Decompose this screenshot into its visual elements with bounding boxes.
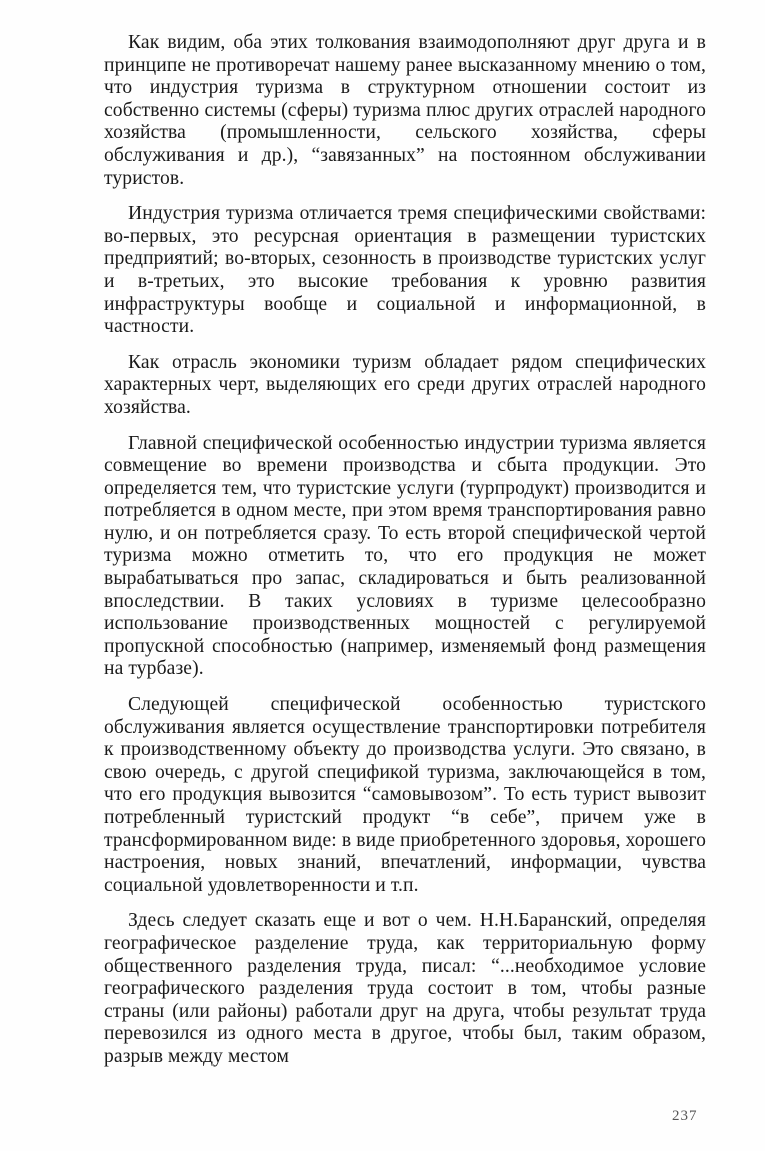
paragraph-6: Здесь следует сказать еще и вот о чем. Н.Н.Баранский, определяя географическое разделение труда, как территориальную форму общественного разделения труда, писал: “...необходимое условие географического разделения труда состоит в том, чтобы разные страны (или районы) работали друг на друга, чтобы результат труда перевозился из одного места в другое, чтобы был, таким образом, разрыв между местом — [104, 910, 706, 1067]
paragraph-1: Как видим, оба этих толкования взаимодополняют друг друга и в принципе не противоречат нашему ранее высказанному мнению о том, что индустрия туризма в структурном отношении состоит из собственно системы (сферы) туризма плюс других отраслей народного хозяйства (промышленности, сельского хозяйства, сферы обслуживания и др.), “завязанных” на постоянном обслуживании туристов. — [104, 32, 706, 189]
paragraph-5: Следующей специфической особенностью туристского обслуживания является осуществление транспортировки потребителя к производственному объекту до производства услуги. Это связано, в свою очередь, с другой спецификой туризма, заключающейся в том, что его продукция вывозится “самовывозом”. То есть турист вывозит потребленный туристский продукт “в себе”, причем уже в трансформированном виде: в виде приобретенного здоровья, хорошего настроения, новых знаний, впечатлений, информации, чувства социальной удовлетворенности и т.п. — [104, 694, 706, 896]
body-text — [104, 32, 706, 1069]
paragraph-2: Индустрия туризма отличается тремя специфическими свойствами: во-первых, это ресурсная ориентация в размещении туристских предприятий; во-вторых, сезонность в производстве туристских услуг и в-третьих, это высокие требования к уровню развития инфраструктуры вообще и социальной и информационной, в частности. — [104, 203, 706, 338]
page-number: 237 — [672, 1108, 698, 1124]
paragraph-3: Как отрасль экономики туризм обладает рядом специфических характерных черт, выделяющих его среди других отраслей народного хозяйства. — [104, 351, 706, 418]
paragraph-4: Главной специфической особенностью индустрии туризма является совмещение во времени производства и сбыта продукции. Это определяется тем, что туристские услуги (турпродукт) производится и потребляется в одном месте, при этом время транспортирования равно нулю, и он потребляется сразу. То есть второй специфической чертой туризма можно отметить то, что его продукция не может вырабатываться про запас, складироваться и быть реализованной впоследствии. В таких условиях в туризме целесообразно использование производственных мощностей с регулируемой пропускной способностью (например, изменяемый фонд размещения на турбазе). — [104, 432, 706, 680]
